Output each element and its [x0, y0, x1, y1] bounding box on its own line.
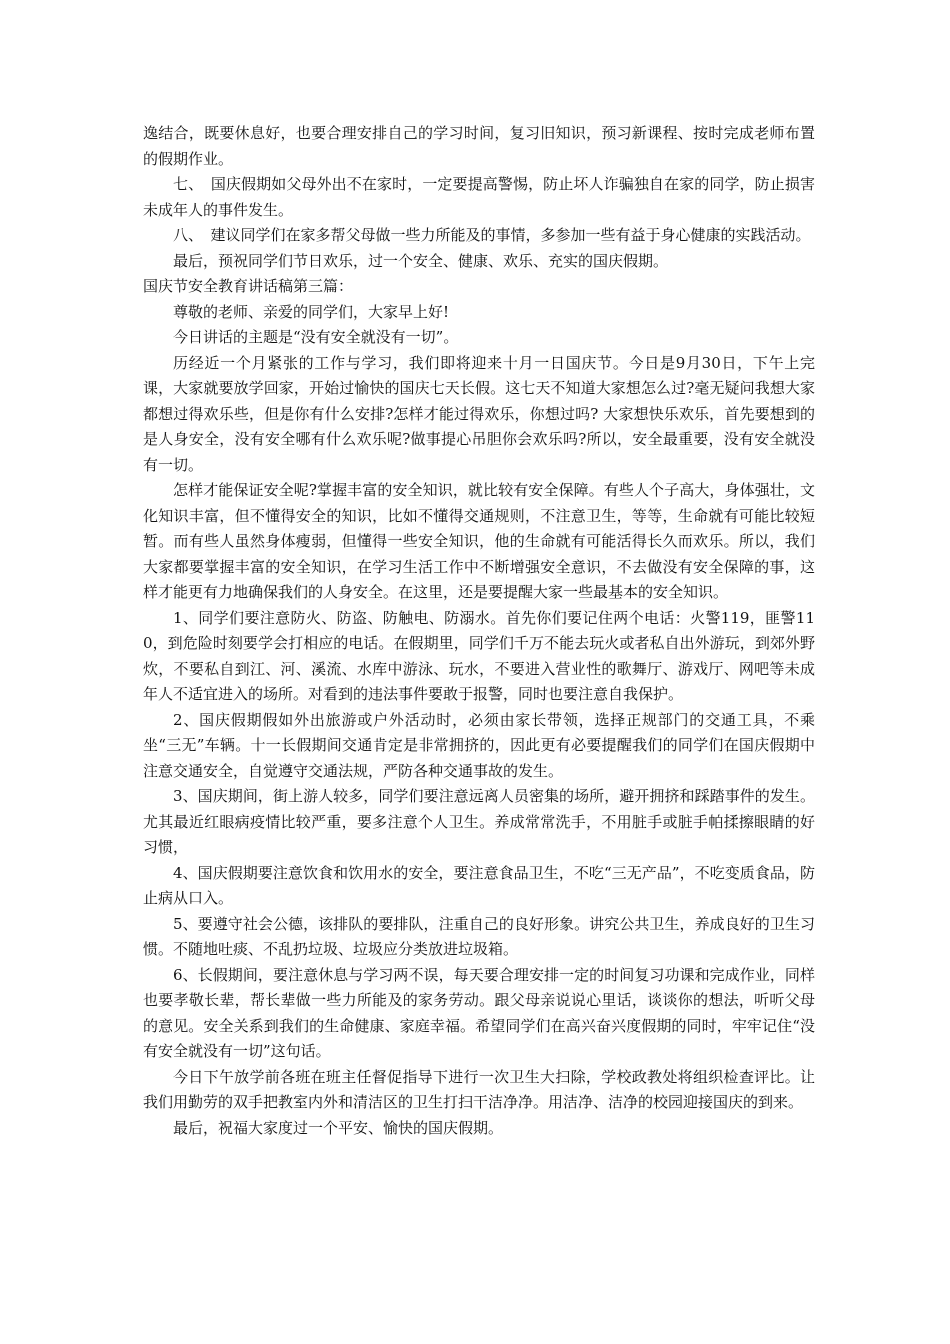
- list-item-1: 1、同学们要注意防火、防盗、防触电、防溺水。首先你们要记住两个电话：火警119，匪警110，到危险时刻要学会打相应的电话。在假期里，同学们千万不能去玩火或者私自出外游玩，到郊外野炊，不要私自到江、河、溪流、水库中游泳、玩水，不要进入营业性的歌舞厅、游戏厅、网吧等未成年人不适宜进入的场所。对看到的违法事件要敢于报警，同时也要注意自我保护。: [143, 608, 815, 703]
- section-heading: 国庆节安全教育讲话稿第三篇：: [143, 277, 354, 295]
- paragraph-4: 最后，预祝同学们节日欢乐，过一个安全、健康、欢乐、充实的国庆假期。: [173, 251, 669, 270]
- paragraph-8: 历经近一个月紧张的工作与学习，我们即将迎来十月一日国庆节。今日是9月30日，下午上完课，大家就要放学回家，开始过愉快的国庆七天长假。这七天不知道大家想怎么过?毫无疑问我想大家都想过得欢乐些，但是你有什么安排?怎样才能过得欢乐，你想过吗? 大家想快乐欢乐，首先要想到的是人身安全，没有安全哪有什么欢乐呢?做事提心吊胆你会欢乐吗?所以，安全最重要，没有安全就没有一切。: [143, 353, 815, 474]
- list-item-4: 4、国庆假期要注意饮食和饮用水的安全，要注意食品卫生，不吃“三无产品”，不吃变质食品，防止病从口入。: [143, 863, 815, 907]
- list-item-6: 6、长假期间，要注意休息与学习两不误，每天要合理安排一定的时间复习功课和完成作业，同样也要孝敬长辈，帮长辈做一些力所能及的家务劳动。跟父母亲说说心里话，谈谈你的想法，听听父母的意见。安全关系到我们的生命健康、家庭幸福。希望同学们在高兴奋兴度假期的同时，牢牢记住“没有安全就没有一切”这句话。: [143, 965, 815, 1060]
- list-item-2: 2、国庆假期假如外出旅游或户外活动时，必须由家长带领，选择正规部门的交通工具，不乘坐“三无”车辆。十一长假期间交通肯定是非常拥挤的，因此更有必要提醒我们的同学们在国庆假期中注意交通安全，自觉遵守交通法规，严防各种交通事故的发生。: [143, 710, 815, 780]
- paragraph-greeting: 尊敬的老师、亲爱的同学们，大家早上好!: [173, 302, 450, 321]
- paragraph-cleaning: 今日下午放学前各班在班主任督促指导下进行一次卫生大扫除，学校政教处将组织检查评比。让我们用勤劳的双手把教室内外和清洁区的卫生打扫干洁净净。用洁净、洁净的校园迎接国庆的到来。: [143, 1067, 815, 1111]
- paragraph-9: 怎样才能保证安全呢?掌握丰富的安全知识，就比较有安全保障。有些人个子高大，身体强壮，文化知识丰富，但不懂得安全的知识，比如不懂得交通规则，不注意卫生，等等，生命就有可能比较短暂。而有些人虽然身体瘦弱，但懂得一些安全知识，他的生命就有可能活得长久而欢乐。所以，我们大家都要掌握丰富的安全知识，在学习生活工作中不断增强安全意识，不去做没有安全保障的事，这样才能更有力地确保我们的人身安全。在这里，还是要提醒大家一些最基本的安全知识。: [143, 481, 815, 601]
- paragraph-3: 八、 建议同学们在家多帮父母做一些力所能及的事情，多参加一些有益于身心健康的实践活动。: [173, 226, 811, 244]
- list-item-3: 3、国庆期间，街上游人较多，同学们要注意远离人员密集的场所，避开拥挤和踩踏事件的发生。尤其最近红眼病疫情比较严重，要多注意个人卫生。养成常常洗手，不用脏手或脏手帕揉擦眼睛的好习惯，: [143, 787, 815, 856]
- paragraph-closing: 最后，祝福大家度过一个平安、愉快的国庆假期。: [173, 1118, 504, 1137]
- paragraph-1: 逸结合，既要休息好，也要合理安排自己的学习时间，复习旧知识，预习新课程、按时完成老师布置的假期作业。: [143, 124, 815, 168]
- paragraph-2: 七、 国庆假期如父母外出不在家时，一定要提高警惕，防止坏人诈骗独自在家的同学，防止损害未成年人的事件发生。: [143, 175, 815, 219]
- document-body: [143, 121, 815, 1141]
- paragraph-theme: 今日讲话的主题是“没有安全就没有一切”。: [173, 328, 459, 346]
- list-item-5: 5、要遵守社会公德，该排队的要排队，注重自己的良好形象。讲究公共卫生，养成良好的卫生习惯。不随地吐痰、不乱扔垃圾、垃圾应分类放进垃圾箱。: [143, 914, 815, 958]
